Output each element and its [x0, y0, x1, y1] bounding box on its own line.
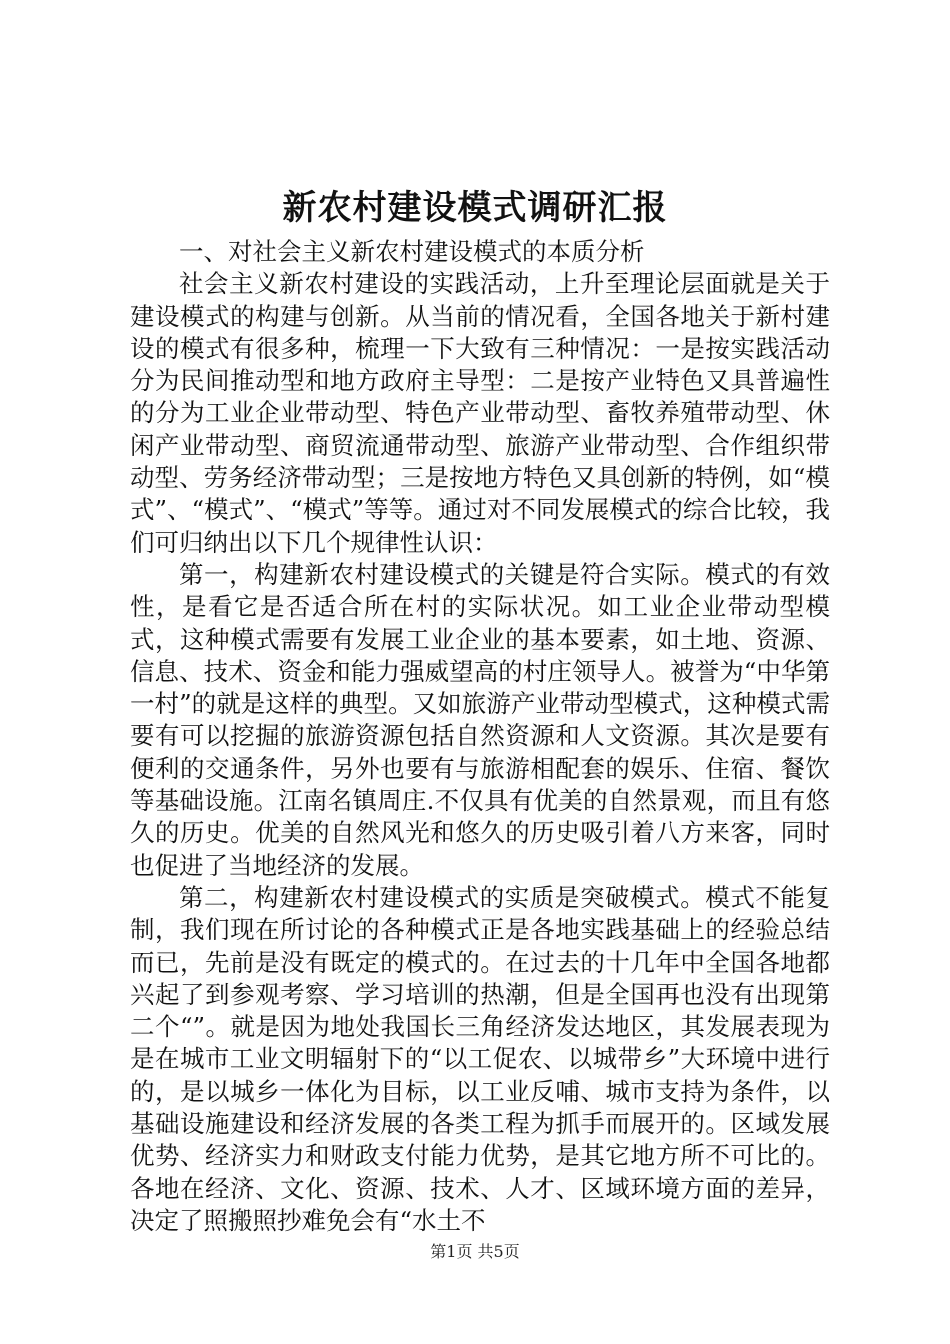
- page-indicator: 第1页 共5页: [430, 1242, 520, 1261]
- document-title: 新农村建设模式调研汇报: [282, 188, 668, 228]
- document-body: [130, 236, 830, 1237]
- section-heading: 一、对社会主义新农村建设模式的本质分析: [179, 237, 645, 266]
- body-paragraph: 社会主义新农村建设的实践活动，上升至理论层面就是关于建设模式的构建与创新。从当前的情况看，全国各地关于新村建设的模式有很多种，梳理一下大致有三种情况：一是按实践活动分为民间推动型和地方政府主导型：二是按产业特色又具普遍性的分为工业企业带动型、特色产业带动型、畜牧养殖带动型、休闲产业带动型、商贸流通带动型、旅游产业带动型、合作组织带动型、劳务经济带动型；三是按地方特色又具创新的特例，如“模式”、“模式”、“模式”等等。通过对不同发展模式的综合比较，我们可归纳出以下几个规律性认识：: [130, 269, 830, 557]
- body-paragraph: 第一，构建新农村建设模式的关键是符合实际。模式的有效性，是看它是否适合所在村的实际状况。如工业企业带动型模式，这种模式需要有发展工业企业的基本要素，如土地、资源、信息、技术、资金和能力强威望高的村庄领导人。被誉为“中华第一村”的就是这样的典型。又如旅游产业带动型模式，这种模式需要有可以挖掘的旅游资源包括自然资源和人文资源。其次是要有便利的交通条件，另外也要有与旅游相配套的娱乐、住宿、餐饮等基础设施。江南名镇周庄.不仅具有优美的自然景观，而且有悠久的历史。优美的自然风光和悠久的历史吸引着八方来客，同时也促进了当地经济的发展。: [130, 559, 830, 880]
- page-footer: [0, 1242, 950, 1262]
- body-paragraph: 第二，构建新农村建设模式的实质是突破模式。模式不能复制，我们现在所讨论的各种模式正是各地实践基础上的经验总结而已，先前是没有既定的模式的。在过去的十几年中全国各地都兴起了到参观考察、学习培训的热潮，但是全国再也没有出现第二个“”。就是因为地处我国长三角经济发达地区，其发展表现为是在城市工业文明辐射下的“以工促农、以城带乡”大环境中进行的，是以城乡一体化为目标，以工业反哺、城市支持为条件，以基础设施建设和经济发展的各类工程为抓手而展开的。区域发展优势、经济实力和财政支付能力优势，是其它地方所不可比的。各地在经济、文化、资源、技术、人才、区域环境方面的差异，决定了照搬照抄难免会有“水土不: [130, 882, 830, 1235]
